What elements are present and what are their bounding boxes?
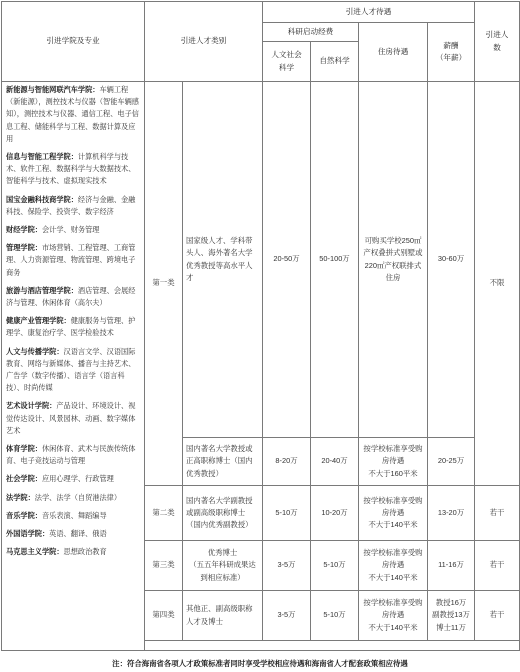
school-majors: 英语、翻译、俄语 xyxy=(49,529,107,539)
school-majors: 健康服务与管理、护理学、康复治疗学、医学检验技术 xyxy=(6,316,136,338)
school-list xyxy=(2,82,145,651)
school-entry xyxy=(6,528,141,540)
category-label: 第三类 xyxy=(145,541,183,591)
school-majors: 思想政治教育 xyxy=(63,547,107,557)
humanities-funds: 5-10万 xyxy=(263,486,311,541)
school-majors: 会计学、财务管理 xyxy=(41,225,100,235)
humanities-funds: 3-5万 xyxy=(263,541,311,591)
school-majors: 音乐表演、舞蹈编导 xyxy=(41,510,107,520)
school-name: 旅游与酒店管理学院： xyxy=(6,285,78,295)
humanities-funds: 8-20万 xyxy=(263,438,311,486)
school-name: 马克思主义学院： xyxy=(6,547,64,557)
school-majors: 经济与金融、金融科技、保险学、投资学、数字经济 xyxy=(6,194,136,216)
category-label: 第一类 xyxy=(145,82,183,486)
housing-benefit: 按学校标准享受购房待遇 不大于160平米 xyxy=(359,438,428,486)
school-majors: 汉语言文学、汉语国际教育、网络与新媒体、播音与主持艺术、广告学（数字传播）、语言学（语言科技）、时尚传媒 xyxy=(6,346,136,393)
school-entry xyxy=(6,315,141,339)
housing-benefit: 可购买学校250㎡产权叠拼式别墅或220㎡产权联排式住房 xyxy=(359,82,428,438)
talent-description: 优秀博士 （五五年科研成果达到相应标准） xyxy=(183,541,263,591)
school-name: 社会学院： xyxy=(6,474,42,484)
header-humanities: 人文社会 科学 xyxy=(263,42,311,82)
school-name: 国宝金融科技商学院： xyxy=(6,194,78,204)
category-label: 第四类 xyxy=(145,591,183,641)
school-entry xyxy=(6,473,141,485)
talent-description: 国内著名大学教授或正高职称博士（国内优秀教授） xyxy=(183,438,263,486)
count-value: 若干 xyxy=(475,541,520,591)
housing-benefit: 按学校标准享受购房待遇 不大于140平米 xyxy=(359,591,428,641)
school-name: 健康产业管理学院： xyxy=(6,316,71,326)
school-entry xyxy=(6,242,141,279)
salary-value: 11-16万 xyxy=(428,541,475,591)
school-entry xyxy=(6,151,141,188)
talent-description: 国家级人才、学科带头人、海外著名大学优秀教授等高水平人才 xyxy=(183,82,263,438)
header-benefits: 引进人才待遇 xyxy=(263,2,475,23)
school-entry xyxy=(6,346,141,395)
salary-value: 20-25万 xyxy=(428,438,475,486)
header-housing: 住房待遇 xyxy=(359,23,428,82)
school-name: 财经学院： xyxy=(6,225,42,235)
school-majors: 车辆工程（新能源），测控技术与仪器（智能车辆感知），测控技术与仪器、通信工程、电子信息工程、储能科学与工程、数据计算及应用 xyxy=(6,85,139,143)
header-natural: 自然科学 xyxy=(311,42,359,82)
school-entry xyxy=(6,443,141,467)
salary-value: 30-60万 xyxy=(428,82,475,438)
school-name: 体育学院： xyxy=(6,444,42,454)
school-entry xyxy=(6,84,141,145)
school-entry xyxy=(6,400,141,437)
natural-funds: 20-40万 xyxy=(311,438,359,486)
school-entry xyxy=(6,510,141,522)
school-name: 音乐学院： xyxy=(6,510,42,520)
humanities-funds: 3-5万 xyxy=(263,591,311,641)
school-name: 艺术设计学院： xyxy=(6,401,57,411)
school-entry xyxy=(6,224,141,236)
housing-benefit: 按学校标准享受购房待遇 不大于140平米 xyxy=(359,541,428,591)
school-majors: 休闲体育、武术与民族传统体育、电子竞技运动与管理 xyxy=(6,444,136,466)
school-majors: 应用心理学、行政管理 xyxy=(41,474,114,484)
header-category: 引进人才类别 xyxy=(145,2,263,82)
school-name: 外国语学院： xyxy=(6,529,50,539)
school-entry xyxy=(6,285,141,309)
footnote: 注：符合海南省各项人才政策标准者同时享受学校相应待遇和海南省人才配套政策相应待遇 xyxy=(112,659,408,668)
school-entry xyxy=(6,194,141,218)
school-name: 法学院： xyxy=(6,492,35,502)
count-value: 不限 xyxy=(475,82,520,486)
count-value: 若干 xyxy=(475,486,520,541)
school-entry xyxy=(6,492,141,504)
natural-funds: 5-10万 xyxy=(311,541,359,591)
housing-benefit: 按学校标准享受购房待遇 不大于140平米 xyxy=(359,486,428,541)
school-majors: 市场营销、工程管理、工商管理、人力资源管理、物流管理、跨境电子商务 xyxy=(6,243,136,277)
header-count: 引进人 数 xyxy=(475,2,520,82)
header-research-funds: 科研启动经费 xyxy=(263,23,359,42)
talent-description: 国内著名大学副教授或副高级职称博士（国内优秀副教授） xyxy=(183,486,263,541)
header-school: 引进学院及专业 xyxy=(2,2,145,82)
school-name: 管理学院： xyxy=(6,243,42,253)
category-label: 第二类 xyxy=(145,486,183,541)
salary-value: 教授16万 副教授13万 博士11万 xyxy=(428,591,475,641)
header-salary: 薪酬 （年薪） xyxy=(428,23,475,82)
natural-funds: 10-20万 xyxy=(311,486,359,541)
school-majors: 产品设计、环境设计、视觉传达设计、风景园林、动画、数字媒体艺术 xyxy=(6,401,136,435)
natural-funds: 5-10万 xyxy=(311,591,359,641)
school-majors: 酒店管理、会展经济与管理、休闲体育（高尔夫） xyxy=(6,285,136,308)
school-name: 人文与传播学院： xyxy=(6,346,64,356)
school-entry xyxy=(6,546,141,558)
school-majors: 计算机科学与技术、软件工程、数据科学与大数据技术、智能科学与技术、虚拟现实技术 xyxy=(6,152,136,186)
natural-funds: 50-100万 xyxy=(311,82,359,438)
school-name: 信息与智能工程学院： xyxy=(6,152,78,162)
table-footer-space xyxy=(145,641,520,651)
talent-description: 其他正、副高级职称人才及博士 xyxy=(183,591,263,641)
school-name: 新能源与智能网联汽车学院： xyxy=(6,85,100,94)
count-value: 若干 xyxy=(475,591,520,641)
humanities-funds: 20-50万 xyxy=(263,82,311,438)
salary-value: 13-20万 xyxy=(428,486,475,541)
talent-table xyxy=(1,1,520,651)
school-majors: 法学、法学（自贸港法律） xyxy=(34,492,122,502)
